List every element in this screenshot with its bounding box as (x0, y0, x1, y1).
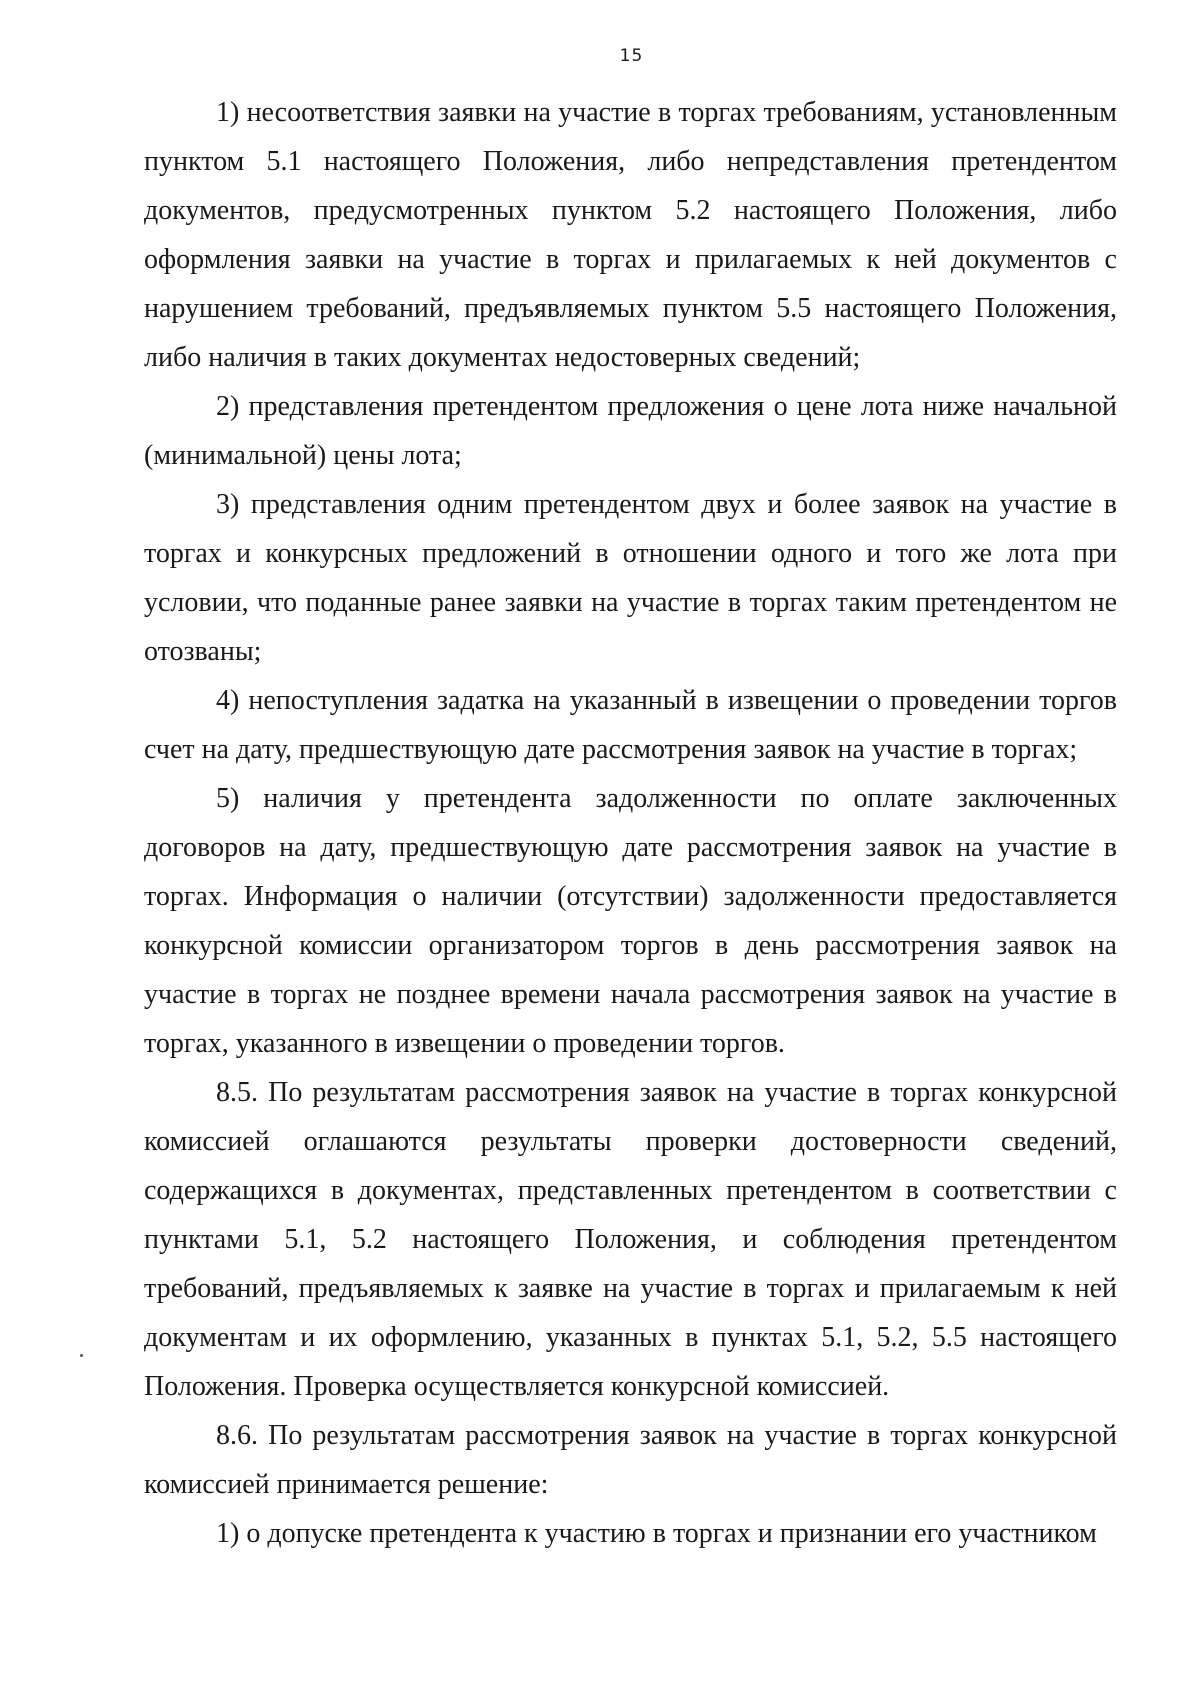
document-body (144, 88, 1117, 1558)
paragraph-8-6-item-1: 1) о допуске претендента к участию в торгах и признании его участником (216, 1518, 1097, 1549)
paragraph-item-1: 1) несоответствия заявки на участие в торгах требованиям, установленным пунктом 5.1 настоящего Положения, либо непредставления претендентом документов, предусмотренных пунктом 5.2 настоящего Положения, либо оформления заявки на участие в торгах и прилагаемых к ней документов с нарушением требований, предъявляемых пунктом 5.5 настоящего Положения, либо наличия в таких документах недостоверных сведений; (144, 97, 1117, 373)
paragraph-item-2: 2) представления претендентом предложения о цене лота ниже начальной (минимальной) цены лота; (144, 391, 1117, 471)
paragraph-item-5: 5) наличия у претендента задолженности по оплате заключенных договоров на дату, предшествующую дате рассмотрения заявок на участие в торгах. Информация о наличии (отсутствии) задолженности предоставляется конкурсной комиссии организатором торгов в день рассмотрения заявок на участие в торгах не позднее времени начала рассмотрения заявок на участие в торгах, указанного в извещении о проведении торгов. (144, 783, 1117, 1059)
paragraph-8-5: 8.5. По результатам рассмотрения заявок на участие в торгах конкурсной комиссией оглашаются результаты проверки достоверности сведений, содержащихся в документах, представленных претендентом в соответствии с пунктами 5.1, 5.2 настоящего Положения, и соблюдения претендентом требований, предъявляемых к заявке на участие в торгах и прилагаемым к ней документам и их оформлению, указанных в пунктах 5.1, 5.2, 5.5 настоящего Положения. Проверка осуществляется конкурсной комиссией. (144, 1077, 1117, 1402)
paragraph-8-6: 8.6. По результатам рассмотрения заявок на участие в торгах конкурсной комиссией принимается решение: (144, 1420, 1117, 1500)
scan-speck (80, 1354, 83, 1357)
paragraph-item-4: 4) непоступления задатка на указанный в извещении о проведении торгов счет на дату, предшествующую дате рассмотрения заявок на участие в торгах; (144, 685, 1117, 765)
paragraph-item-3: 3) представления одним претендентом двух и более заявок на участие в торгах и конкурсных предложений в отношении одного и того же лота при условии, что поданные ранее заявки на участие в торгах таким претендентом не отозваны; (144, 489, 1117, 667)
page-number: 15 (619, 46, 644, 66)
